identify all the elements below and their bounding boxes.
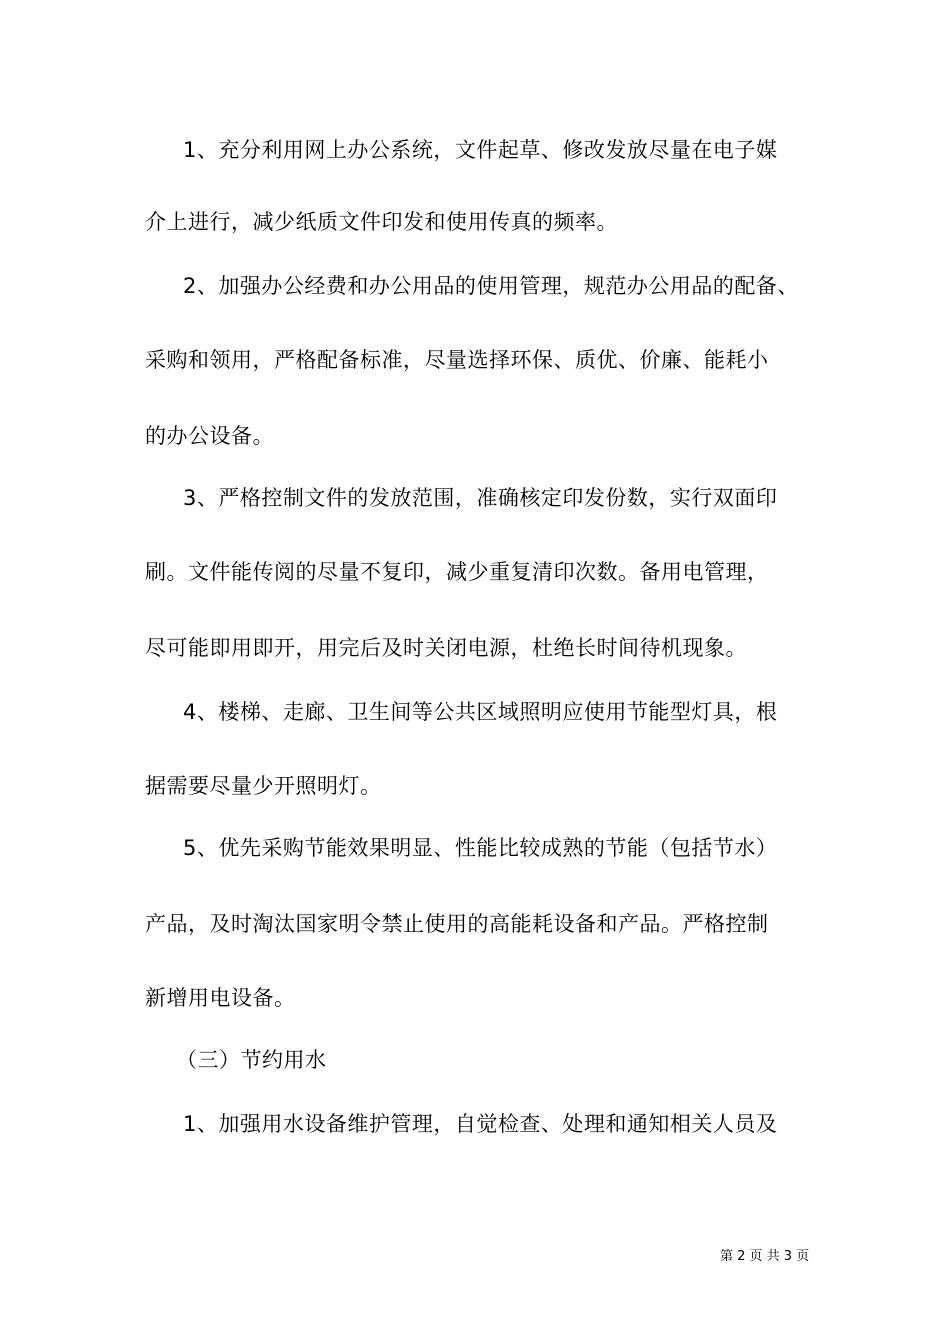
paragraph-line: 采购和领用，严格配备标准，尽量选择环保、质优、价廉、能耗小 — [145, 348, 769, 372]
paragraph-line: 1、加强用水设备维护管理，自觉检查、处理和通知相关人员及 — [183, 1112, 778, 1136]
paragraph-line: 1、充分利用网上办公系统，文件起草、修改发放尽量在电子媒 — [183, 138, 778, 162]
paragraph-line: 新增用电设备。 — [145, 986, 296, 1010]
paragraph-line: 的办公设备。 — [145, 424, 274, 448]
paragraph-line: 刷。文件能传阅的尽量不复印，减少重复清印次数。备用电管理， — [145, 560, 769, 584]
paragraph-line: 5、优先采购节能效果明显、性能比较成熟的节能（包括节水） — [183, 836, 778, 860]
paragraph-line: 介上进行，减少纸质文件印发和使用传真的频率。 — [145, 210, 618, 234]
paragraph-line: 2、加强办公经费和办公用品的使用管理，规范办公用品的配备、 — [183, 274, 799, 298]
paragraph-line: 3、严格控制文件的发放范围，准确核定印发份数，实行双面印 — [183, 486, 778, 510]
section-heading: （三）节约用水 — [176, 1048, 327, 1072]
paragraph-line: 尽可能即用即开，用完后及时关闭电源，杜绝长时间待机现象。 — [145, 636, 747, 660]
paragraph-line: 据需要尽量少开照明灯。 — [145, 774, 382, 798]
paragraph-line: 4、楼梯、走廊、卫生间等公共区域照明应使用节能型灯具，根 — [183, 700, 778, 724]
paragraph-line: 产品，及时淘汰国家明令禁止使用的高能耗设备和产品。严格控制 — [145, 912, 769, 936]
page-indicator: 第 2 页 共 3 页 — [720, 1249, 810, 1264]
